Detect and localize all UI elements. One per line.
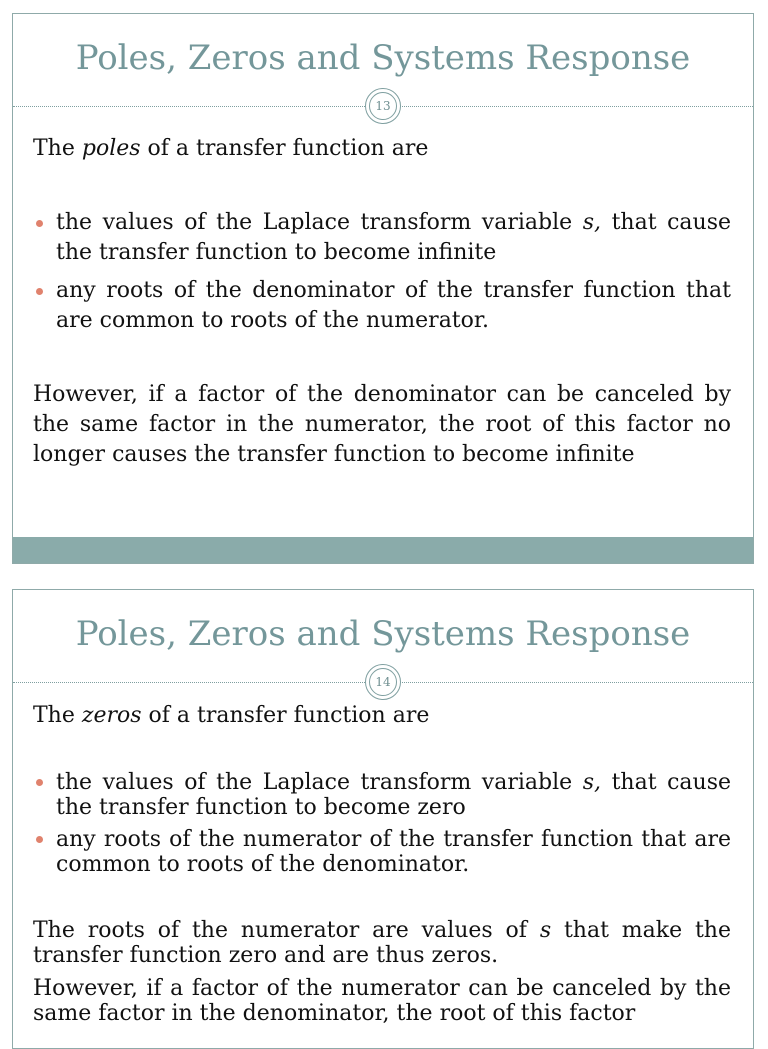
bullet-emphasis: s,	[582, 770, 602, 795]
bullet-emphasis: s,	[582, 210, 602, 235]
intro-prefix: The	[33, 703, 82, 728]
closing-paragraph: However, if a factor of the denominator can be canceled by the same factor in the numerator, the root of this factor no longer causes the transfer function to become infinite	[33, 382, 731, 467]
bullet-dot-icon	[36, 288, 43, 295]
bullet-text: the values of the Laplace transform variable	[56, 770, 583, 795]
closing-paragraph: However, if a factor of the numerator can be canceled by the same factor in the denominator, the root of this factor	[33, 976, 731, 1026]
bullet-text: any roots of the denominator of the transfer function that are common to roots of the numerator.	[56, 278, 731, 333]
bullet-dot-icon	[36, 836, 43, 843]
bullet-list	[33, 770, 731, 877]
bullet-list	[33, 208, 731, 336]
intro-prefix: The	[33, 136, 82, 161]
slide-13	[12, 13, 754, 564]
bullet-list-container	[33, 208, 731, 336]
intro-suffix: of a transfer function are	[141, 703, 430, 728]
bullet-dot-icon	[36, 779, 43, 786]
intro-emphasis: zeros	[81, 703, 142, 728]
slide-number-badge	[365, 88, 401, 124]
slide-14	[12, 589, 754, 1049]
roots-paragraph	[33, 918, 731, 968]
list-item	[33, 770, 731, 820]
intro-suffix: of a transfer function are	[140, 136, 429, 161]
slide-number-badge	[365, 664, 401, 700]
closing-paragraph-container	[33, 976, 731, 1026]
slide-title: Poles, Zeros and Systems Response	[75, 614, 691, 654]
roots-text-end: that make the transfer function zero and are thus zeros.	[33, 918, 731, 968]
bullet-dot-icon	[36, 220, 43, 227]
closing-paragraph-container	[33, 380, 731, 470]
intro-emphasis: poles	[81, 136, 141, 161]
slide-body	[33, 134, 731, 164]
intro-line	[33, 703, 731, 728]
slide-number: 13	[369, 92, 397, 120]
list-item	[33, 276, 731, 336]
bullet-text-end: that cause the transfer function to become zero	[56, 770, 731, 820]
slide-footer-bar	[13, 537, 753, 563]
slide-title: Poles, Zeros and Systems Response	[75, 38, 691, 78]
bullet-text: any roots of the numerator of the transfer function that are common to roots of the denominator.	[56, 827, 731, 877]
roots-paragraph-container	[33, 918, 731, 968]
list-item	[33, 827, 731, 877]
bullet-text-end: that cause the transfer function to become infinite	[56, 210, 731, 265]
bullet-list-container	[33, 770, 731, 877]
slide-body	[33, 703, 731, 728]
roots-text: The roots of the numerator are values of	[33, 918, 540, 943]
roots-emphasis: s	[539, 918, 552, 943]
list-item	[33, 208, 731, 268]
slide-number: 14	[369, 668, 397, 696]
bullet-text: the values of the Laplace transform variable	[56, 210, 583, 235]
intro-line	[33, 134, 731, 164]
